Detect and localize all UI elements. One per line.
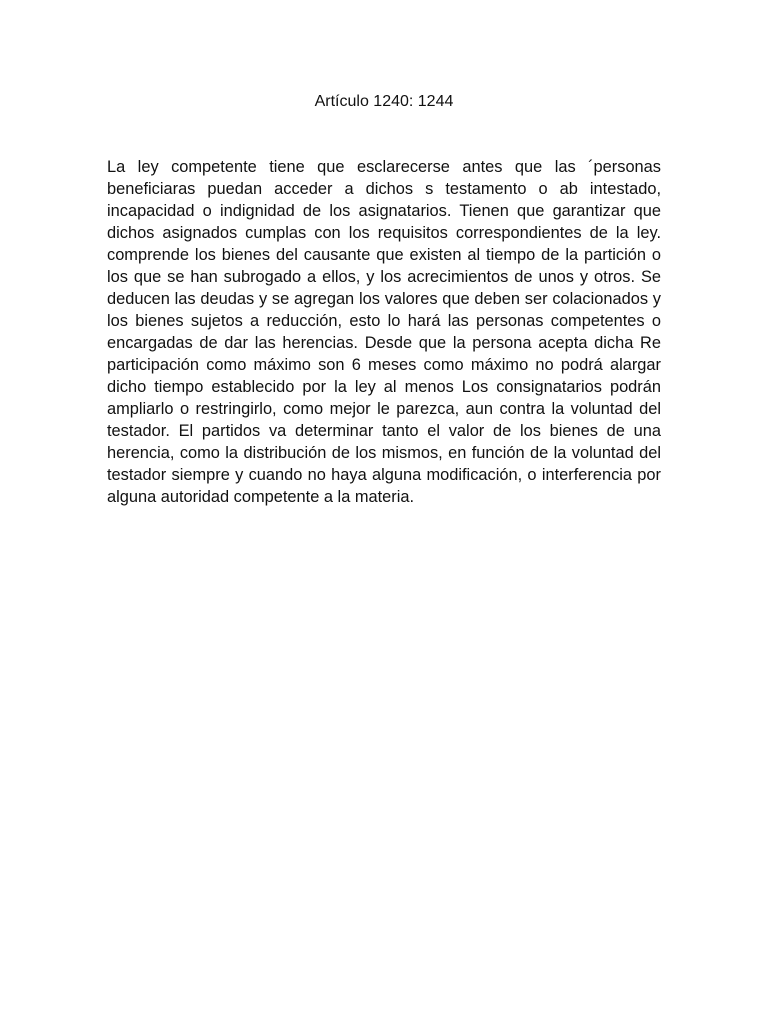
document-paragraph: La ley competente tiene que esclarecerse antes que las ´personas beneficiaras puedan acceder a dichos s testamento o ab intestado, incapacidad o indignidad de los asignatarios. Tienen que garantizar que dichos asignados cumplas con los requisitos correspondientes de la ley. comprende los bienes del causante que existen al tiempo de la partición o los que se han subrogado a ellos, y los acrecimientos de unos y otros. Se deducen las deudas y se agregan los valores que deben ser colacionados y los bienes sujetos a reducción, esto lo hará las personas competentes o encargadas de dar las herencias. Desde que la persona acepta dicha Re participación como máximo son 6 meses como máximo no podrá alargar dicho tiempo establecido por la ley al menos Los consignatarios podrán ampliarlo o restringirlo, como mejor le parezca, aun contra la voluntad del testador. El partidos va determinar tanto el valor de los bienes de una herencia, como la distribución de los mismos, en función de la voluntad del testador siempre y cuando no haya alguna modificación, o interferencia por alguna autoridad competente a la materia.	[107, 158, 661, 506]
document-title: Artículo 1240: 1244	[314, 93, 454, 110]
